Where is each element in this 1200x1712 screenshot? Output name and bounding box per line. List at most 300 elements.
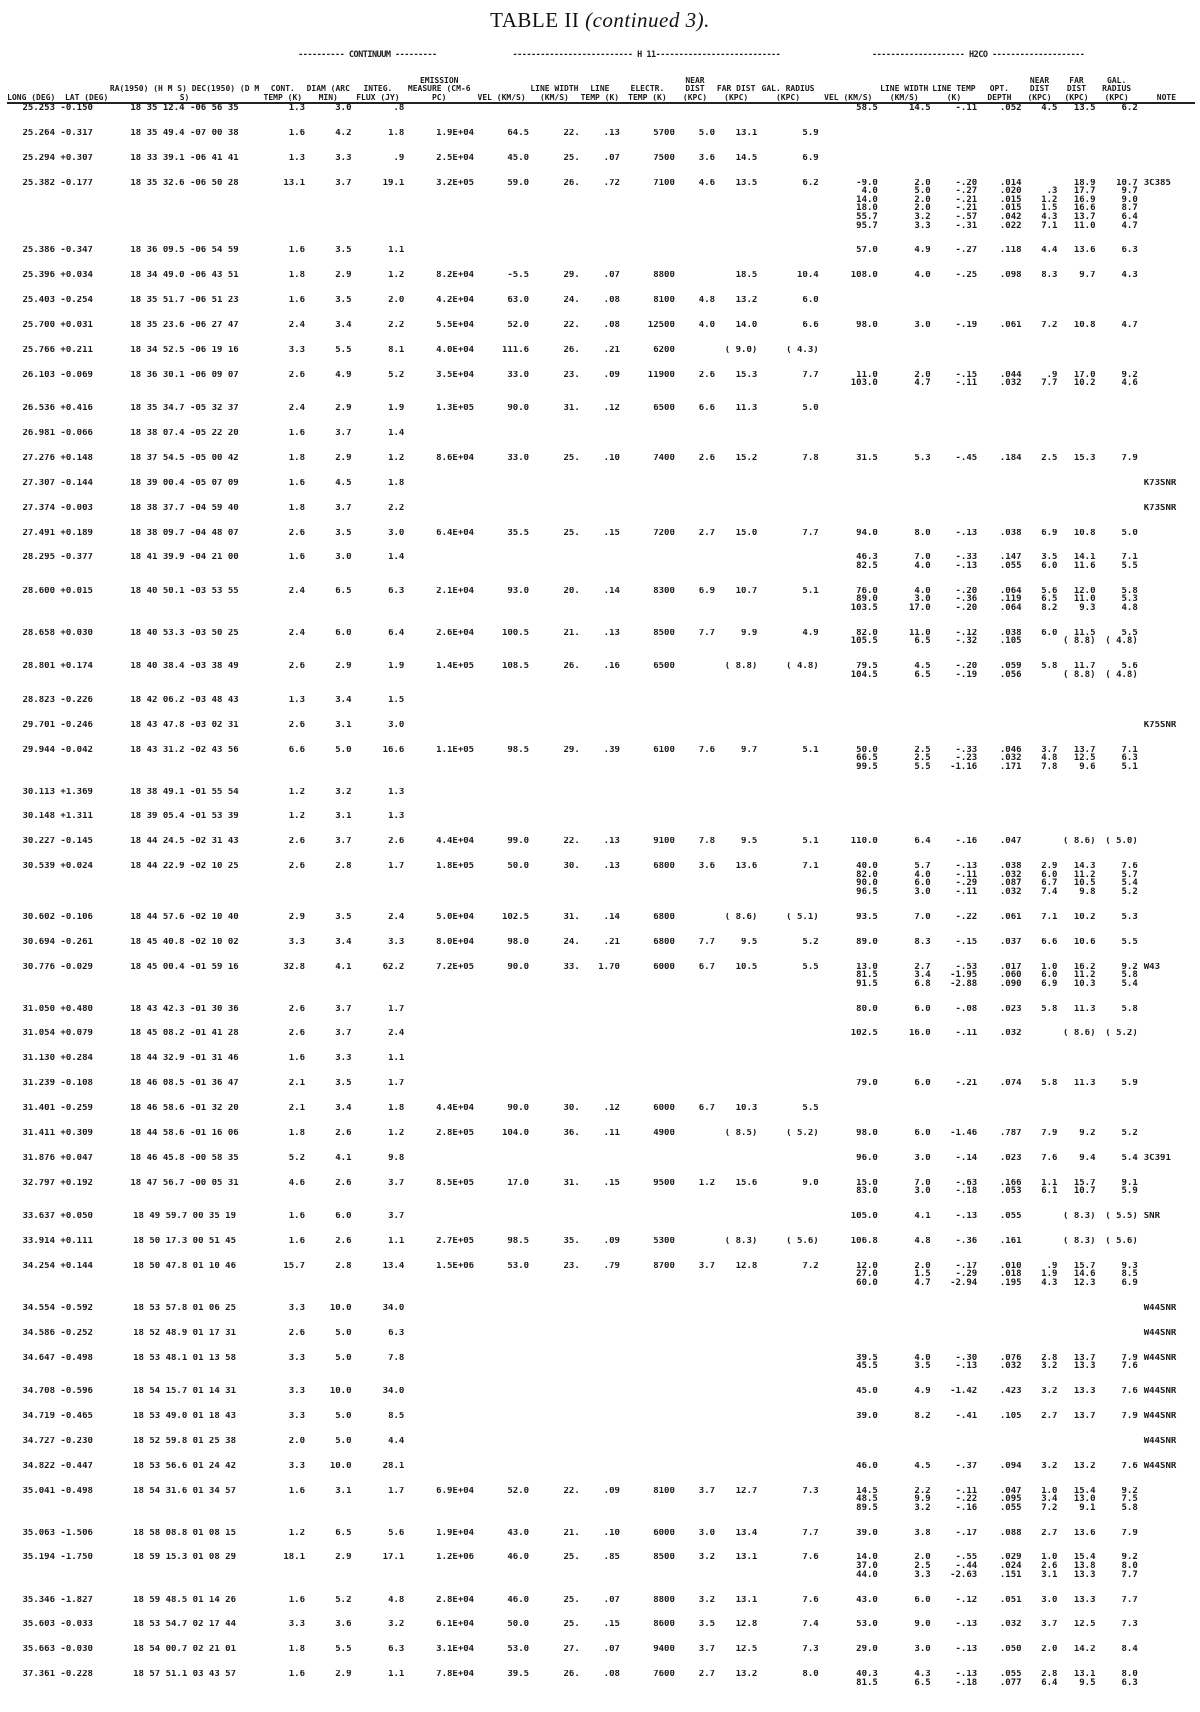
cell-h-width	[529, 721, 580, 746]
cell-h-ltemp	[580, 1304, 620, 1329]
cell-h-etemp	[620, 1437, 675, 1462]
cell-c-vel: 14.0 37.0 44.0	[856, 1553, 878, 1580]
cell-cont-temp: 2.1	[288, 1104, 305, 1114]
cell-h-far: 14.0	[735, 321, 758, 331]
cell-c-ltemp: -.27	[955, 246, 978, 256]
cell-long-lat: 27.491 +0.189	[22, 528, 93, 538]
cell-c-depth	[977, 1437, 1021, 1462]
cell-long-lat: 31.401 -0.259	[22, 1104, 93, 1114]
cell-ra-dec: 18 50 47.8 01 10 46	[133, 1261, 237, 1271]
cell-note	[1138, 1487, 1195, 1529]
cell-c-depth: .074	[999, 1079, 1022, 1089]
cell-flux: 3.0	[388, 528, 405, 538]
cell-h-etemp	[620, 696, 675, 721]
cell-h-ltemp	[580, 429, 620, 454]
cell-ra-dec: 18 39 05.4 -01 53 39	[130, 812, 239, 822]
cell-c-near: 1.0 6.0 6.9	[1041, 962, 1058, 989]
cell-h-grad: 6.6	[802, 321, 819, 331]
cell-c-depth	[977, 721, 1021, 746]
cell-long-lat: 25.700 +0.031	[22, 321, 93, 331]
cell-c-ltemp	[931, 1329, 978, 1354]
cell-h-near	[675, 553, 715, 586]
cell-c-far	[1057, 1329, 1095, 1354]
cell-long-lat: 33.914 +0.111	[22, 1236, 93, 1246]
cell-diam: 6.5	[335, 1528, 352, 1538]
cell-emission	[404, 1462, 474, 1487]
cell-h-far: 15.2	[735, 453, 758, 463]
cell-note	[1138, 1237, 1195, 1262]
cell-h-near	[675, 1005, 715, 1030]
cell-flux: 1.4	[388, 553, 405, 563]
cell-flux: 6.4	[388, 628, 405, 638]
cell-h-width: 24.	[563, 296, 580, 306]
cell-h-ltemp	[580, 103, 620, 129]
cell-long-lat: 30.539 +0.024	[22, 862, 93, 872]
cell-c-width	[878, 404, 931, 429]
cell-h-width	[529, 429, 580, 454]
table-row	[7, 1553, 1195, 1595]
cell-c-far: 10.6	[1073, 937, 1096, 947]
cell-emission: 8.6E+04	[436, 453, 475, 463]
cell-h-near	[675, 346, 715, 371]
cell-emission	[404, 553, 474, 586]
cell-h-near	[675, 1129, 715, 1154]
cell-note	[1138, 429, 1195, 454]
cell-h-vel: 50.0	[507, 1620, 530, 1630]
cell-c-depth: .052	[999, 103, 1022, 113]
cell-flux: 1.2	[388, 453, 405, 463]
cell-h-ltemp	[580, 1054, 620, 1079]
cell-cont-temp: 6.6	[288, 745, 305, 755]
cell-note	[1138, 154, 1195, 179]
table-body	[7, 103, 1195, 1704]
cell-h-width	[529, 103, 580, 129]
cell-ra-dec: 18 37 54.5 -05 00 42	[130, 453, 239, 463]
table-title-continued: (continued 3).	[585, 8, 710, 32]
cell-c-ltemp: -.13 -.18	[955, 1670, 978, 1688]
cell-diam: 3.1	[335, 1486, 352, 1496]
table-row	[7, 296, 1195, 321]
cell-h-near	[675, 913, 715, 938]
cell-h-vel	[474, 1029, 529, 1054]
cell-h-far: 13.2	[735, 296, 758, 306]
cell-h-far: 15.6	[735, 1178, 758, 1188]
cell-h-width: 25.	[563, 1620, 580, 1630]
cell-c-ltemp	[931, 696, 978, 721]
cell-c-near: 6.9	[1041, 528, 1058, 538]
cell-flux: 1.1	[388, 246, 405, 256]
cell-c-far: 10.8	[1073, 528, 1096, 538]
cell-h-grad: 5.2	[802, 937, 819, 947]
cell-flux: 1.4	[388, 429, 405, 439]
cell-emission: 4.4E+04	[436, 837, 475, 847]
cell-c-near: 7.1	[1041, 912, 1058, 922]
cell-c-width: 6.0	[914, 1128, 931, 1138]
table-row	[7, 812, 1195, 837]
cell-h-near	[675, 479, 715, 504]
cell-c-grad: 5.8	[1121, 1004, 1138, 1014]
cell-h-ltemp	[580, 1154, 620, 1179]
cell-h-vel: 59.0	[507, 178, 530, 188]
cell-h-ltemp: .09	[603, 1486, 620, 1496]
cell-ra-dec: 18 44 57.6 -02 10 40	[130, 912, 239, 922]
cell-emission: 5.5E+04	[436, 321, 475, 331]
cell-long-lat: 31.876 +0.047	[22, 1153, 93, 1163]
cell-cont-temp: 1.6	[288, 1236, 305, 1246]
cell-c-far: 13.7	[1073, 1411, 1096, 1421]
cell-h-vel: 64.5	[507, 128, 530, 138]
table-row	[7, 404, 1195, 429]
cell-note	[1138, 913, 1195, 938]
cell-h-etemp: 5700	[653, 128, 675, 138]
cell-ra-dec: 18 38 09.7 -04 48 07	[130, 528, 239, 538]
cell-c-depth: .787	[999, 1128, 1022, 1138]
table-row	[7, 479, 1195, 504]
cell-h-etemp: 8500	[653, 628, 675, 638]
cell-h-far	[715, 246, 757, 271]
cell-c-vel: 46.0	[856, 1461, 878, 1471]
cell-c-ltemp	[931, 346, 978, 371]
cell-c-width: 4.9	[914, 1387, 931, 1397]
cell-note	[1138, 1129, 1195, 1154]
cell-h-width	[529, 1029, 580, 1054]
cell-diam: 2.9	[335, 1670, 352, 1680]
cell-cont-temp: 2.0	[288, 1436, 305, 1446]
table-row	[7, 529, 1195, 554]
cell-c-ltemp: -.13	[955, 1645, 978, 1655]
cell-c-width: 4.8	[914, 1236, 931, 1246]
cell-h-grad: 7.6	[802, 1595, 819, 1605]
cell-ra-dec: 18 35 49.4 -07 00 38	[130, 128, 239, 138]
cell-c-far	[1057, 696, 1095, 721]
cell-cont-temp: 1.6	[288, 246, 305, 256]
cell-h-width	[529, 1212, 580, 1237]
cell-c-vel: 39.0	[856, 1528, 878, 1538]
cell-emission: 8.2E+04	[436, 271, 475, 281]
cell-long-lat: 33.637 +0.050	[22, 1212, 93, 1222]
cell-c-grad	[1096, 154, 1138, 179]
cell-h-near: 4.8	[698, 296, 716, 306]
cell-h-grad: 10.4	[796, 271, 819, 281]
cell-diam: 3.5	[335, 1079, 352, 1089]
table-row	[7, 1154, 1195, 1179]
cell-c-vel: 39.0	[856, 1411, 878, 1421]
cell-c-depth: .014 .020 .015 .015 .042 .022	[999, 178, 1022, 231]
cell-c-far: 13.7 12.5 9.6	[1073, 745, 1096, 772]
cell-c-grad: 7.9	[1121, 453, 1138, 463]
table-row	[7, 371, 1195, 404]
cell-h-far: 12.8	[735, 1620, 758, 1630]
cell-c-vel	[819, 721, 878, 746]
cell-c-far	[1057, 346, 1095, 371]
cell-c-width	[878, 812, 931, 837]
cell-h-far: 9.7	[741, 745, 758, 755]
cell-long-lat: 34.822 -0.447	[22, 1461, 93, 1471]
cell-c-grad: 10.7 9.7 9.0 8.7 6.4 4.7	[1116, 178, 1138, 231]
cell-c-near: 2.9 6.0 6.7 7.4	[1041, 862, 1058, 897]
cell-long-lat: 30.227 -0.145	[22, 837, 93, 847]
cell-diam: 2.6	[335, 1236, 352, 1246]
cell-note: K73SNR	[1143, 503, 1177, 513]
cell-emission: 7.8E+04	[436, 1670, 475, 1680]
cell-h-grad	[757, 788, 818, 813]
cell-h-etemp: 6800	[653, 937, 675, 947]
cell-h-far	[715, 479, 757, 504]
cell-h-near	[675, 1154, 715, 1179]
cell-ra-dec: 18 40 38.4 -03 38 49	[130, 662, 239, 672]
cell-long-lat: 34.254 +0.144	[22, 1261, 93, 1271]
cell-cont-temp: 1.6	[288, 1212, 305, 1222]
cell-h-near: 7.8	[698, 837, 716, 847]
cell-c-width	[878, 1054, 931, 1079]
cell-c-near	[1022, 154, 1058, 179]
cell-h-vel: 99.0	[507, 837, 530, 847]
cell-c-depth: .047	[999, 837, 1022, 847]
cell-c-ltemp: -.17 -.29 -2.94	[950, 1261, 978, 1289]
cell-c-depth: .047 .095 .055	[999, 1486, 1022, 1513]
cell-h-near: 7.6	[698, 745, 716, 755]
cell-h-etemp: 8100	[653, 1486, 675, 1496]
cell-ra-dec: 18 40 53.3 -03 50 25	[130, 628, 239, 638]
cell-c-width: 4.9	[914, 246, 931, 256]
cell-c-ltemp	[931, 429, 978, 454]
cell-c-far: 16.2 11.2 10.3	[1073, 962, 1096, 989]
table-row	[7, 1262, 1195, 1304]
cell-h-ltemp	[580, 721, 620, 746]
cell-c-near	[1022, 504, 1058, 529]
cell-c-width	[878, 1304, 931, 1329]
cell-h-width: 25.	[563, 1595, 580, 1605]
cell-note	[1138, 529, 1195, 554]
cell-h-width: 26.	[563, 662, 580, 672]
cell-note	[1138, 454, 1195, 479]
cell-c-vel	[819, 1329, 878, 1354]
cell-cont-temp: 1.2	[288, 812, 305, 822]
cell-h-etemp: 9100	[653, 837, 675, 847]
cell-cont-temp: 2.6	[288, 662, 305, 672]
cell-c-far: 15.7 10.7	[1073, 1178, 1096, 1197]
cell-note: W44SNR	[1143, 1303, 1177, 1313]
cell-c-depth: .094	[999, 1461, 1022, 1471]
cell-flux: 3.7	[388, 1212, 405, 1222]
cell-c-near	[1022, 788, 1058, 813]
cell-h-width: 26.	[563, 345, 580, 355]
cell-flux: 1.2	[388, 1128, 405, 1138]
cell-diam: 3.6	[335, 1620, 352, 1630]
cell-c-width	[878, 1329, 931, 1354]
table-row	[7, 1645, 1195, 1670]
cell-diam: 3.7	[335, 429, 352, 439]
cell-h-ltemp: .08	[603, 296, 620, 306]
cell-long-lat: 25.264 -0.317	[22, 128, 93, 138]
cell-h-etemp	[620, 1029, 675, 1054]
cell-flux: 1.8	[388, 128, 405, 138]
cell-c-grad	[1096, 1437, 1138, 1462]
cell-c-far: 17.0 10.2	[1073, 370, 1096, 389]
cell-diam: 3.5	[335, 912, 352, 922]
cell-h-ltemp: .16	[603, 662, 620, 672]
cell-h-width	[529, 1412, 580, 1437]
cell-h-vel	[474, 1412, 529, 1437]
cell-h-ltemp: .14	[603, 586, 620, 596]
cell-cont-temp: 2.4	[288, 628, 305, 638]
cell-note	[1138, 1670, 1195, 1703]
col-c-grad: GAL. RADIUS (KPC)	[1096, 62, 1138, 103]
cell-ra-dec: 18 46 45.8 -00 58 35	[130, 1153, 239, 1163]
cell-c-depth: .055	[999, 1212, 1022, 1222]
cell-c-ltemp: -.41	[955, 1411, 978, 1421]
cell-flux: 1.2	[388, 271, 405, 281]
cell-h-grad: 5.9	[802, 128, 819, 138]
cell-c-depth: .023	[999, 1004, 1022, 1014]
cell-h-grad: ( 4.8)	[786, 662, 819, 672]
cell-h-far: ( 8.6)	[724, 912, 758, 922]
cell-c-ltemp: -.22	[955, 912, 978, 922]
cell-c-near	[1022, 1104, 1058, 1129]
cell-long-lat: 32.797 +0.192	[22, 1178, 93, 1188]
col-c-width: LINE WIDTH (KM/S)	[878, 62, 931, 103]
cell-c-far: 9.7	[1079, 271, 1096, 281]
cell-c-ltemp: -.11	[955, 1029, 978, 1039]
cell-long-lat: 35.063 -1.506	[22, 1528, 93, 1538]
table-row	[7, 1212, 1195, 1237]
cell-h-width	[529, 1154, 580, 1179]
cell-note	[1138, 837, 1195, 862]
cell-c-near: 2.7	[1041, 1411, 1058, 1421]
cell-h-width: 22.	[563, 321, 580, 331]
cell-flux: 28.1	[382, 1461, 405, 1471]
cell-h-near	[675, 1212, 715, 1237]
cell-flux: 2.6	[388, 837, 405, 847]
cell-c-depth: .044 .032	[999, 370, 1022, 389]
cell-c-ltemp	[931, 1054, 978, 1079]
cell-note	[1138, 629, 1195, 662]
cell-ra-dec: 18 33 39.1 -06 41 41	[130, 153, 239, 163]
cell-note	[1138, 938, 1195, 963]
cell-h-etemp	[620, 1387, 675, 1412]
cell-c-near: 1.1 6.1	[1041, 1178, 1058, 1197]
cell-c-near	[1022, 812, 1058, 837]
cell-cont-temp: 5.2	[288, 1153, 305, 1163]
cell-long-lat: 35.194 -1.750	[22, 1553, 93, 1563]
cell-h-grad: 7.3	[802, 1645, 819, 1655]
cell-c-near: 3.2	[1041, 1461, 1058, 1471]
cell-c-ltemp: -.63 -.18	[955, 1178, 978, 1197]
cell-c-width: 4.0 3.5	[914, 1353, 931, 1372]
table-title	[0, 8, 1200, 33]
cell-h-etemp: 11900	[647, 370, 675, 380]
cell-emission: 3.1E+04	[436, 1645, 475, 1655]
cell-c-near: 7.2	[1041, 321, 1058, 331]
cell-h-vel: 52.0	[507, 321, 530, 331]
cell-h-ltemp: .07	[603, 1595, 620, 1605]
cell-c-near: 5.8	[1041, 662, 1058, 672]
cell-emission	[404, 246, 474, 271]
cell-flux: 1.7	[388, 1004, 405, 1014]
cell-c-vel: 102.5	[850, 1029, 878, 1039]
cell-c-width: 2.5 2.5 5.5	[914, 745, 931, 772]
cell-h-near: 2.6	[698, 370, 716, 380]
cell-h-width	[529, 1005, 580, 1030]
cell-h-etemp: 8500	[653, 1553, 675, 1563]
cell-h-ltemp	[580, 1437, 620, 1462]
cell-c-depth: .061	[999, 912, 1022, 922]
cell-diam: 6.0	[335, 628, 352, 638]
table-row	[7, 1179, 1195, 1212]
cell-c-ltemp: -.30 -.13	[955, 1353, 978, 1372]
cell-c-ltemp: -.16	[955, 837, 978, 847]
table-row	[7, 1437, 1195, 1462]
cell-h-width: 24.	[563, 937, 580, 947]
cell-flux: 19.1	[382, 178, 405, 188]
cell-h-ltemp: .12	[603, 404, 620, 414]
cell-flux: 9.8	[388, 1153, 405, 1163]
cell-note	[1138, 1054, 1195, 1079]
cell-h-far: ( 8.8)	[724, 662, 758, 672]
cell-c-near	[1022, 1329, 1058, 1354]
cell-ra-dec: 18 53 56.6 01 24 42	[133, 1461, 237, 1471]
cell-c-depth	[977, 696, 1021, 721]
cell-h-vel: 108.5	[501, 662, 530, 672]
cell-note	[1138, 404, 1195, 429]
cell-c-ltemp: -.45	[955, 453, 978, 463]
cell-c-depth: .046 .032 .171	[999, 745, 1022, 772]
cell-cont-temp: 32.8	[283, 962, 305, 972]
cell-note: 3C391	[1143, 1153, 1171, 1163]
cell-diam: 5.2	[335, 1595, 352, 1605]
cell-c-near: 5.6 6.5 8.2	[1041, 586, 1058, 614]
cell-h-grad	[757, 721, 818, 746]
cell-long-lat: 31.130 +0.284	[22, 1054, 93, 1064]
cell-h-vel: 33.0	[507, 370, 530, 380]
cell-emission: 1.3E+05	[436, 404, 475, 414]
cell-diam: 2.8	[335, 862, 352, 872]
cell-emission: 4.2E+04	[436, 296, 475, 306]
cell-ra-dec: 18 34 49.0 -06 43 51	[130, 271, 239, 281]
cell-h-etemp	[620, 1304, 675, 1329]
cell-emission	[404, 1212, 474, 1237]
cell-c-grad	[1096, 812, 1138, 837]
cell-h-ltemp: .11	[603, 1128, 620, 1138]
cell-c-near: 5.8	[1041, 1004, 1058, 1014]
cell-c-width: 7.0 3.0	[914, 1178, 931, 1197]
cell-c-depth: .147 .055	[999, 553, 1022, 571]
cell-h-far	[715, 1437, 757, 1462]
col-h-vel: VEL (KM/S)	[474, 62, 529, 103]
cell-h-etemp	[620, 553, 675, 586]
cell-c-vel: 89.0	[856, 937, 878, 947]
cell-h-vel	[474, 1387, 529, 1412]
cell-long-lat: 25.294 +0.307	[22, 153, 93, 163]
col-c-near: NEAR DIST (KPC)	[1022, 62, 1058, 103]
cell-h-far	[715, 812, 757, 837]
cell-h-etemp	[620, 103, 675, 129]
cell-c-depth	[977, 129, 1021, 154]
cell-c-ltemp	[931, 296, 978, 321]
cell-emission: 4.0E+04	[436, 345, 475, 355]
cell-h-far	[715, 1462, 757, 1487]
cell-flux: .8	[393, 103, 405, 113]
cell-c-far: ( 8.3)	[1062, 1212, 1096, 1222]
cell-ra-dec: 18 35 23.6 -06 27 47	[130, 321, 239, 331]
cell-c-vel	[819, 154, 878, 179]
cell-diam: 6.0	[335, 1212, 352, 1222]
table-row	[7, 346, 1195, 371]
cell-h-far: 13.1	[735, 128, 758, 138]
cell-h-vel: 46.0	[507, 1553, 530, 1563]
cell-emission: 7.2E+05	[436, 962, 475, 972]
cell-flux: 16.6	[382, 745, 405, 755]
